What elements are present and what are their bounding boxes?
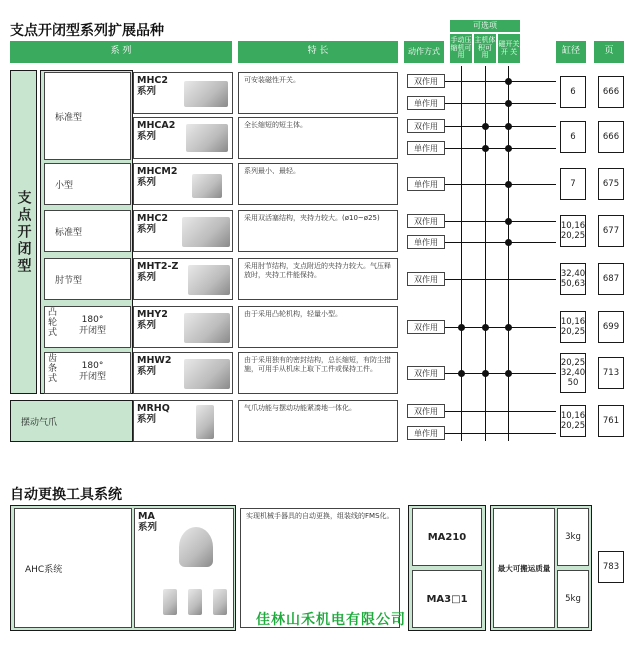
variant-ma3x1: MA3□1 <box>412 570 482 628</box>
product-image <box>188 589 202 615</box>
option-line-1 <box>461 66 462 441</box>
row-1-model: MHCA2 <box>137 120 176 131</box>
row-0-series-suffix: 系列 <box>137 85 157 97</box>
row-5-series <box>133 306 233 348</box>
product-image <box>184 359 230 389</box>
row-0-action-1: 单作用 <box>407 96 445 110</box>
row-4-series <box>133 258 233 300</box>
row-6-model: MHW2 <box>137 355 172 366</box>
row-6-action-0: 双作用 <box>407 366 445 380</box>
row-3-action-1: 单作用 <box>407 235 445 249</box>
row-6-series-suffix: 系列 <box>137 365 157 377</box>
option-dot <box>505 145 512 152</box>
header-options-group: 可选项 <box>450 20 520 32</box>
row-3-sub: 标准型 <box>44 210 131 252</box>
row-0-action-0: 双作用 <box>407 74 445 88</box>
product-image <box>192 174 222 198</box>
row-5-series-suffix: 系列 <box>137 319 157 331</box>
ma-feature: 实现机械手器具的自动更换，组装线的FMS化。 <box>240 508 400 628</box>
header-series: 系 列 <box>10 41 232 63</box>
section2-title: 自动更换工具系统 <box>10 487 122 503</box>
product-image <box>182 217 230 247</box>
row-1-action-0: 双作用 <box>407 119 445 133</box>
watermark-text: 佳林山禾机电有限公司 <box>256 612 406 628</box>
row-3-series-suffix: 系列 <box>137 223 157 235</box>
row-7-feature: 气爪功能与摆动功能紧凑地一体化。 <box>238 400 398 442</box>
header-action: 动作方式 <box>404 41 444 63</box>
row-0-series <box>133 72 233 114</box>
row-2-line-0 <box>445 184 556 185</box>
row-5-action-0: 双作用 <box>407 320 445 334</box>
row-0-line-1 <box>445 103 556 104</box>
row-7-sub: 摆动气爪 <box>21 417 58 428</box>
row-1-line-0 <box>445 126 556 127</box>
row-5-size: 10,16 20,25 <box>560 311 586 343</box>
row-6-sub-cell <box>44 352 131 394</box>
variant-ma210: MA210 <box>412 508 482 566</box>
header-option-2: 主机体积可 用 <box>474 34 496 63</box>
product-image <box>188 265 230 295</box>
row-1-series <box>133 117 233 159</box>
row-4-line-0 <box>445 279 556 280</box>
row-5-sub-cell <box>44 306 131 348</box>
row-7-sub-cell <box>10 400 133 442</box>
row-1-series-suffix: 系列 <box>137 130 157 142</box>
product-image <box>186 124 228 152</box>
row-7-line-0 <box>445 411 556 412</box>
row-0-line-0 <box>445 81 556 82</box>
ma-page: 783 <box>598 551 624 583</box>
row-1-action-1: 单作用 <box>407 141 445 155</box>
row-6-page: 713 <box>598 357 624 389</box>
row-0-page: 666 <box>598 76 624 108</box>
row-2-sub: 小型 <box>44 163 131 205</box>
option-dot <box>482 324 489 331</box>
row-3-action-0: 双作用 <box>407 214 445 228</box>
row-7-model: MRHQ <box>137 403 170 414</box>
row-2-size: 7 <box>560 168 586 200</box>
product-image <box>179 527 213 567</box>
ma-model: MA <box>138 511 155 522</box>
row-2-model: MHCM2 <box>137 166 178 177</box>
row-4-action-0: 双作用 <box>407 272 445 286</box>
row-6-feature: 由于采用独有的密封结构，总长缩短，有防尘措施，可用手从机床上取下工件或保持工件。 <box>238 352 398 394</box>
option-dot <box>505 123 512 130</box>
option-dot <box>505 370 512 377</box>
row-2-page: 675 <box>598 168 624 200</box>
row-6-sub: 180° 开闭型 <box>79 361 107 382</box>
row-7-size: 10,16 20,25 <box>560 405 586 437</box>
option-dot <box>458 324 465 331</box>
row-5-prefix: 凸轮式 <box>48 308 58 338</box>
row-4-series-suffix: 系列 <box>137 271 157 283</box>
option-dot <box>505 100 512 107</box>
row-3-line-0 <box>445 221 556 222</box>
row-5-model: MHY2 <box>137 309 168 320</box>
option-dot <box>482 123 489 130</box>
row-5-sub: 180° 开闭型 <box>79 315 107 336</box>
row-4-size: 32,40 50,63 <box>560 263 586 295</box>
row-2-action-0: 单作用 <box>407 177 445 191</box>
header-option-1: 手动压缩机可 用 <box>450 34 472 63</box>
category-label: 支点开闭型 <box>15 189 32 275</box>
payload-label: 最大可搬运质量 <box>493 508 555 628</box>
header-option-3: 磁开关开 关 <box>498 34 520 63</box>
product-image <box>184 81 228 107</box>
row-6-size: 20,25 32,40 50 <box>560 353 586 393</box>
ma-series-suffix: 系列 <box>138 521 158 533</box>
row-0-size: 6 <box>560 76 586 108</box>
product-image <box>184 313 230 343</box>
row-6-series <box>133 352 233 394</box>
row-3-series <box>133 210 233 252</box>
row-3-feature: 采用双活塞结构，夹持力较大。(ø10~ø25) <box>238 210 398 252</box>
ahc-label: AHC系统 <box>14 508 132 628</box>
row-1-page: 666 <box>598 121 624 153</box>
option-dot <box>505 181 512 188</box>
row-7-action-1: 单作用 <box>407 426 445 440</box>
ma-series <box>134 508 234 628</box>
row-1-feature: 全长缩短的短主体。 <box>238 117 398 159</box>
product-image <box>213 589 227 615</box>
row-5-feature: 由于采用凸轮机构，轻量小型。 <box>238 306 398 348</box>
row-6-prefix: 齿条式 <box>48 354 58 384</box>
option-dot <box>505 78 512 85</box>
row-4-feature: 采用肘节结构，支点附近的夹持力较大。气压释放时，夹持工件能保持。 <box>238 258 398 300</box>
option-dot <box>482 370 489 377</box>
row-0-sub: 标准型 <box>44 72 131 160</box>
row-4-model: MHT2-Z <box>137 261 179 272</box>
row-7-series-suffix: 系列 <box>137 413 157 425</box>
row-2-series <box>133 163 233 205</box>
row-3-model: MHC2 <box>137 213 168 224</box>
product-image <box>163 589 177 615</box>
row-0-model: MHC2 <box>137 75 168 86</box>
option-dot <box>482 145 489 152</box>
option-dot <box>505 239 512 246</box>
category-block <box>10 70 37 394</box>
row-7-action-0: 双作用 <box>407 404 445 418</box>
row-2-series-suffix: 系列 <box>137 176 157 188</box>
payload-5kg: 5kg <box>557 570 589 628</box>
row-7-line-1 <box>445 433 556 434</box>
header-page: 页 <box>594 41 624 63</box>
product-image <box>196 405 214 439</box>
row-3-line-1 <box>445 242 556 243</box>
header-features: 特 长 <box>238 41 398 63</box>
row-1-line-1 <box>445 148 556 149</box>
row-1-size: 6 <box>560 121 586 153</box>
row-3-page: 677 <box>598 215 624 247</box>
row-0-feature: 可安装磁性开关。 <box>238 72 398 114</box>
row-5-page: 699 <box>598 311 624 343</box>
row-4-sub: 肘节型 <box>44 258 131 300</box>
row-2-feature: 系列最小、最轻。 <box>238 163 398 205</box>
option-dot <box>505 218 512 225</box>
option-dot <box>505 324 512 331</box>
payload-3kg: 3kg <box>557 508 589 566</box>
option-dot <box>458 370 465 377</box>
row-4-page: 687 <box>598 263 624 295</box>
row-7-series <box>133 400 233 442</box>
row-7-page: 761 <box>598 405 624 437</box>
section-title: 支点开闭型系列扩展品种 <box>10 23 164 39</box>
row-3-size: 10,16 20,25 <box>560 215 586 247</box>
header-size: 缸径 <box>556 41 586 63</box>
